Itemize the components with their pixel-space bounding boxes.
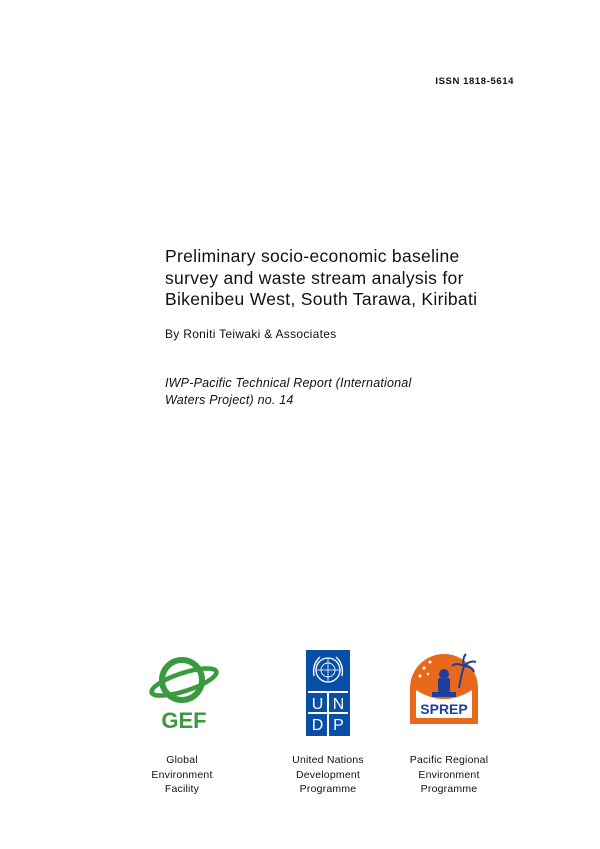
series-title bbox=[165, 375, 411, 409]
report-title bbox=[165, 246, 545, 311]
caption-line: Programme bbox=[420, 783, 478, 795]
issn-number: ISSN 1818-5614 bbox=[435, 76, 514, 87]
title-line: Preliminary socio-economic baseline bbox=[165, 246, 460, 266]
sprep-logo-text: SPREP bbox=[420, 701, 468, 717]
gef-logo-text: GEF bbox=[161, 708, 207, 732]
caption-line: Global bbox=[166, 754, 198, 766]
series-line: IWP-Pacific Technical Report (International bbox=[165, 376, 412, 390]
title-line: Bikenibeu West, South Tarawa, Kiribati bbox=[165, 289, 478, 309]
caption-line: Facility bbox=[164, 783, 200, 795]
undp-logo bbox=[306, 650, 350, 736]
gef-logo bbox=[146, 650, 224, 732]
caption-line: United Nations bbox=[292, 754, 364, 766]
undp-caption bbox=[268, 753, 388, 797]
sprep-caption bbox=[389, 753, 509, 797]
author-line: By Roniti Teiwaki & Associates bbox=[165, 327, 337, 341]
title-line: survey and waste stream analysis for bbox=[165, 267, 464, 288]
caption-line: Environment bbox=[151, 768, 213, 781]
caption-line: Environment bbox=[418, 768, 480, 781]
undp-letter-u: U bbox=[311, 696, 324, 713]
undp-letter-d: D bbox=[311, 717, 324, 734]
caption-line: Programme bbox=[299, 783, 357, 795]
gef-caption bbox=[122, 753, 242, 797]
caption-line: Development bbox=[295, 768, 361, 781]
undp-letter-n: N bbox=[332, 696, 345, 713]
undp-letter-p: P bbox=[333, 717, 344, 734]
series-line: Waters Project) no. 14 bbox=[165, 393, 294, 407]
caption-line: Pacific Regional bbox=[409, 754, 489, 766]
sprep-logo bbox=[404, 648, 484, 732]
